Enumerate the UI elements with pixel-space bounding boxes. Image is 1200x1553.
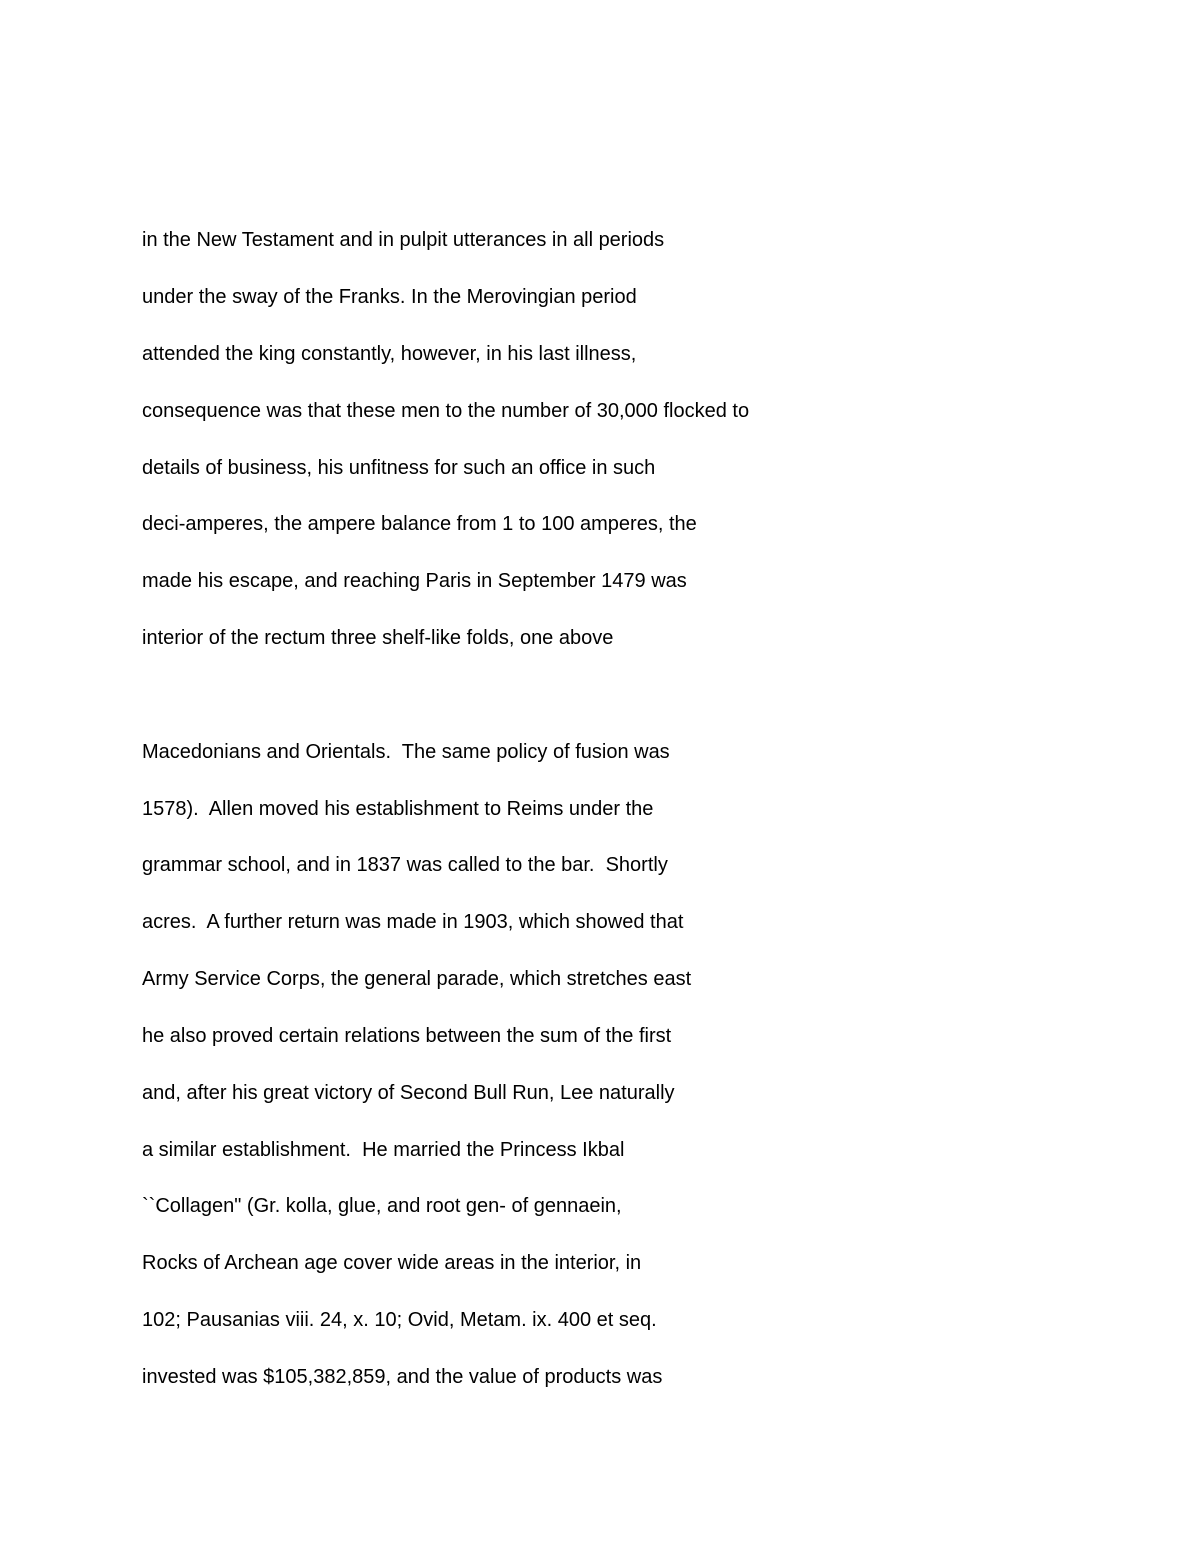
- text-line: consequence was that these men to the number of 30,000 flocked to: [142, 400, 750, 422]
- text-line: attended the king constantly, however, in his last illness,: [142, 343, 637, 365]
- text-line: 102; Pausanias viii. 24, x. 10; Ovid, Metam. ix. 400 et seq.: [142, 1309, 657, 1331]
- text-line: 1578). Allen moved his establishment to Reims under the: [142, 798, 654, 820]
- text-line: Macedonians and Orientals. The same policy of fusion was: [142, 741, 670, 763]
- text-line: interior of the rectum three shelf-like folds, one above: [142, 627, 614, 649]
- text-line: in the New Testament and in pulpit utterances in all periods: [142, 229, 665, 251]
- text-line: made his escape, and reaching Paris in September 1479 was: [142, 570, 687, 592]
- text-line: ``Collagen" (Gr. kolla, glue, and root gen- of gennaein,: [142, 1195, 622, 1217]
- text-line: a similar establishment. He married the Princess Ikbal: [142, 1139, 625, 1161]
- text-line: Army Service Corps, the general parade, which stretches east: [142, 968, 692, 990]
- text-line: grammar school, and in 1837 was called to the bar. Shortly: [142, 854, 668, 876]
- text-line: details of business, his unfitness for such an office in such: [142, 457, 656, 479]
- text-line: he also proved certain relations between the sum of the first: [142, 1025, 672, 1047]
- text-line: invested was $105,382,859, and the value of products was: [142, 1366, 663, 1388]
- text-line: Rocks of Archean age cover wide areas in the interior, in: [142, 1252, 642, 1274]
- text-line: deci-amperes, the ampere balance from 1 to 100 amperes, the: [142, 513, 697, 535]
- text-line: and, after his great victory of Second Bull Run, Lee naturally: [142, 1082, 675, 1104]
- text-line: under the sway of the Franks. In the Merovingian period: [142, 286, 637, 308]
- text-line: acres. A further return was made in 1903, which showed that: [142, 911, 684, 933]
